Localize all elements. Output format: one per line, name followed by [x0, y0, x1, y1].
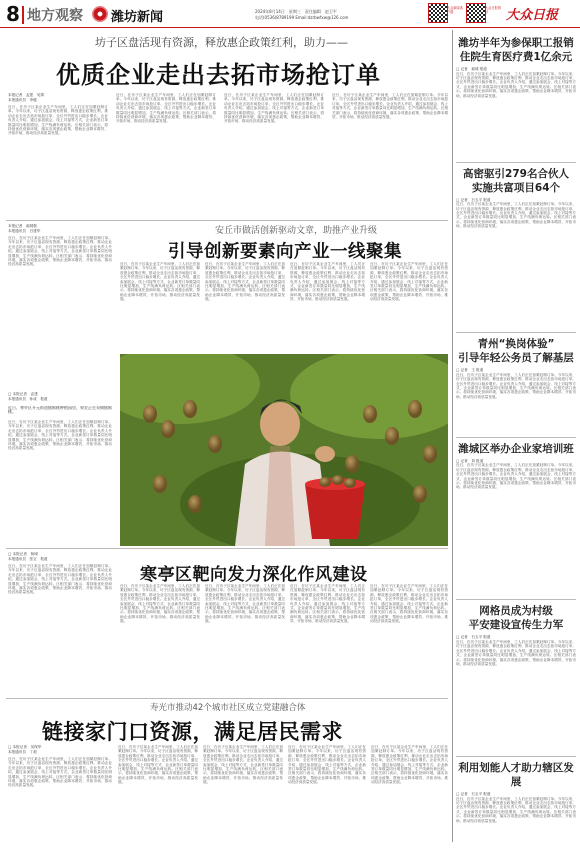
sidebar-title: 潍坊半年为参保职工报销: [458, 37, 574, 49]
story4-col-3: 近日，在坊子区某企业生产车间里，工人们正在加紧赶制订单。今年以来，坊子区盘活现有资源，释放惠企政策红利，推动企业走出去拓市场抢订单，全区外贸进出口稳步增长。企业负责人介绍，通过参加展会、线上对接等方式，企业新签订单数量同比明显增加，生产线满负荷运转。区相关部门表示，将持续优化营商环境，落实各项惠企政策，帮助企业降本增效、开拓市场，推动经济高质量发展。: [203, 745, 283, 785]
story3-headline: 寒亭区靶向发力深化作风建设: [140, 565, 368, 585]
story3-col-2: 近日，在坊子区某企业生产车间里，工人们正在加紧赶制订单。今年以来，坊子区盘活现有资源，释放惠企政策红利，推动企业走出去拓市场抢订单，全区外贸进出口稳步增长。企业负责人介绍，通过参加展会、线上对接等方式，企业新签订单数量同比明显增加，生产线满负荷运转。区相关部门表示，将持续优化营商环境，落实各项惠企政策，帮助企业降本增效、开拓市场，推动经济高质量发展。: [205, 584, 285, 624]
section-sub: 潍坊新闻: [111, 10, 164, 25]
qr1-label: 大众新闻客户端: [447, 6, 463, 14]
sidebar-body: 近日，在坊子区某企业生产车间里，工人们正在加紧赶制订单。今年以来，坊子区盘活现有资源，释放惠企政策红利，推动企业走出去拓市场抢订单，全区外贸进出口稳步增长。企业负责人介绍，通过参加展会、线上对接等方式，企业新签订单数量同比明显增加，生产线满负荷运转。区相关部门表示，将持续优化营商环境，落实各项惠企政策，帮助企业降本增效、开拓市场，推动经济高质量发展。: [456, 372, 576, 399]
brand-logo: 大众日报: [506, 8, 559, 23]
sidebar-title: 引导年轻公务员了解基层: [458, 352, 574, 365]
sidebar-body: 近日，在坊子区某企业生产车间里，工人们正在加紧赶制订单。今年以来，坊子区盘活现有资源，释放惠企政策红利，推动企业走出去拓市场抢订单，全区外贸进出口稳步增长。企业负责人介绍，通过参加展会、线上对接等方式，企业新签订单数量同比明显增加，生产线满负荷运转。区相关部门表示，将持续优化营商环境，落实各项惠企政策，帮助企业降本增效、开拓市场，推动经济高质量发展。: [456, 202, 576, 229]
kiwi-orchard-image: [120, 354, 448, 546]
byline: □ 本报记者 杨城: [8, 552, 38, 556]
masthead-meta-1: 2024年8月14日 星期三 责任编辑 赵卫平: [255, 9, 337, 14]
left-body-2: 近日，在坊子区某企业生产车间里，工人们正在加紧赶制订单。今年以来，坊子区盘活现有资源，释放惠企政策红利，推动企业走出去拓市场抢订单，全区外贸进出口稳步增长。企业负责人介绍，通过参加展会、线上对接等方式，企业新签订单数量同比明显增加，生产线满负荷运转。区相关部门表示，将持续优化营商环境，落实各项惠企政策，帮助企业降本增效、开拓市场，推动经济高质量发展。: [8, 420, 112, 451]
story2-col-2: 近日，在坊子区某企业生产车间里，工人们正在加紧赶制订单。今年以来，坊子区盘活现有资源，释放惠企政策红利，推动企业走出去拓市场抢订单，全区外贸进出口稳步增长。企业负责人介绍，通过参加展会、线上对接等方式，企业新签订单数量同比明显增加，生产线满负荷运转。区相关部门表示，将持续优化营商环境，落实各项惠企政策，帮助企业降本增效、开拓市场，推动经济高质量发展。: [205, 262, 285, 302]
byline: □ 记者 王 报道: [456, 368, 484, 373]
byline: 本报通讯员 丁莉: [8, 749, 37, 754]
byline: □ 记者 郝城 报道: [456, 67, 487, 71]
lead-kicker: 坊子区盘活现有资源，释放惠企政策红利，助力——: [95, 36, 348, 49]
story4-kicker: 寿光市推动42个城市社区成立党建融合体: [150, 703, 306, 713]
story4-col-4: 近日，在坊子区某企业生产车间里，工人们正在加紧赶制订单。今年以来，坊子区盘活现有资源，释放惠企政策红利，推动企业走出去拓市场抢订单，全区外贸进出口稳步增长。企业负责人介绍，通过参加展会、线上对接等方式，企业新签订单数量同比明显增加，生产线满负荷运转。区相关部门表示，将持续优化营商环境，落实各项惠企政策，帮助企业降本增效、开拓市场，推动经济高质量发展。: [288, 745, 366, 785]
story3-col-4: 近日，在坊子区某企业生产车间里，工人们正在加紧赶制订单。今年以来，坊子区盘活现有资源，释放惠企政策红利，推动企业走出去拓市场抢订单，全区外贸进出口稳步增长。企业负责人介绍，通过参加展会、线上对接等方式，企业新签订单数量同比明显增加，生产线满负荷运转。区相关部门表示，将持续优化营商环境，落实各项惠企政策，帮助企业降本增效、开拓市场，推动经济高质量发展。: [370, 584, 448, 624]
byline: 本报通讯员 李健: [8, 97, 37, 102]
sidebar-title: 青州“换岗体验”: [477, 338, 555, 351]
byline: □ 本报记者 吴保华: [8, 745, 42, 749]
left-body: 近日，在坊子区某企业生产车间里，工人们正在加紧赶制订单。今年以来，坊子区盘活现有资源，释放惠企政策红利，推动企业走出去拓市场抢订单，全区外贸进出口稳步增长。企业负责人介绍，通过参加展会、线上对接等方式，企业新签订单数量同比明显增加，生产线满负荷运转。区相关部门表示，将持续优化营商环境，落实各项惠企政策，帮助企业降本增效、开拓市场，推动经济高质量发展。: [8, 236, 112, 267]
story3-col-1: 近日，在坊子区某企业生产车间里，工人们正在加紧赶制订单。今年以来，坊子区盘活现有资源，释放惠企政策红利，推动企业走出去拓市场抢订单，全区外贸进出口稳步增长。企业负责人介绍，通过参加展会、线上对接等方式，企业新签订单数量同比明显增加，生产线满负荷运转。区相关部门表示，将持续优化营商环境，落实各项惠企政策，帮助企业降本增效、开拓市场，推动经济高质量发展。: [120, 584, 200, 624]
byline: □ 记者 石玉平 报道: [456, 197, 491, 202]
divider: [456, 162, 576, 163]
divider: [6, 220, 448, 221]
lead-byline-block: [8, 93, 68, 102]
byline: 本报记者 孟建 吴婧: [8, 93, 44, 97]
story2-col-1: 近日，在坊子区某企业生产车间里，工人们正在加紧赶制订单。今年以来，坊子区盘活现有资源，释放惠企政策红利，推动企业走出去拓市场抢订单，全区外贸进出口稳步增长。企业负责人介绍，通过参加展会、线上对接等方式，企业新签订单数量同比明显增加，生产线满负荷运转。区相关部门表示，将持续优化营商环境，落实各项惠企政策，帮助企业降本增效、开拓市场，推动经济高质量发展。: [120, 262, 200, 302]
lead-body-col-2: 近日，在坊子区某企业生产车间里，工人们正在加紧赶制订单。今年以来，坊子区盘活现有资源，释放惠企政策红利，推动企业走出去拓市场抢订单，全区外贸进出口稳步增长。企业负责人介绍，通过参加展会、线上对接等方式，企业新签订单数量同比明显增加，生产线满负荷运转。区相关部门表示，将持续优化营商环境，落实各项惠企政策，帮助企业降本增效、开拓市场，推动经济高质量发展。: [116, 93, 216, 124]
divider: [6, 548, 448, 549]
sidebar-title: 实施共富项目64个: [471, 181, 561, 194]
byline: 本报记者 郝城强: [8, 224, 37, 228]
masthead-meta-2: 电话(0536)8789199 Email:dzrbwfxw@126.com: [255, 15, 349, 20]
story2-kicker: 安丘市做活创新驱动文章，助推产业升级: [215, 226, 378, 236]
story3-col-0: 近日，在坊子区某企业生产车间里，工人们正在加紧赶制订单。今年以来，坊子区盘活现有资源，释放惠企政策红利，推动企业走出去拓市场抢订单，全区外贸进出口稳步增长。企业负责人介绍，通过参加展会、线上对接等方式，企业新签订单数量同比明显增加，生产线满负荷运转。区相关部门表示，将持续优化营商环境，落实各项惠企政策，帮助企业降本增效、开拓市场，推动经济高质量发展。: [8, 564, 112, 595]
flower-logo-icon: [92, 6, 108, 22]
story4-col-2: 近日，在坊子区某企业生产车间里，工人们正在加紧赶制订单。今年以来，坊子区盘活现有资源，释放惠企政策红利，推动企业走出去拓市场抢订单，全区外贸进出口稳步增长。企业负责人介绍，通过参加展会、线上对接等方式，企业新签订单数量同比明显增加，生产线满负荷运转。区相关部门表示，将持续优化营商环境，落实各项惠企政策，帮助企业降本增效、开拓市场，推动经济高质量发展。: [118, 745, 198, 785]
lead-body-col-3: 近日，在坊子区某企业生产车间里，工人们正在加紧赶制订单。今年以来，坊子区盘活现有资源，释放惠企政策红利，推动企业走出去拓市场抢订单，全区外贸进出口稳步增长。企业负责人介绍，通过参加展会、线上对接等方式，企业新签订单数量同比明显增加，生产线满负荷运转。区相关部门表示，将持续优化营商环境，落实各项惠企政策，帮助企业降本增效、开拓市场，推动经济高质量发展。: [224, 93, 324, 124]
qr-code-icon[interactable]: [466, 3, 486, 23]
byline: 本报通讯员 张宝 报道: [8, 556, 48, 561]
divider: [456, 756, 576, 757]
byline: □ 记者 石玉平 报道: [456, 791, 491, 796]
sidebar-title: 利用划能人才助力辖区发展: [458, 761, 574, 788]
story4-byline-block: [8, 745, 112, 754]
story2-col-4: 近日，在坊子区某企业生产车间里，工人们正在加紧赶制订单。今年以来，坊子区盘活现有资源，释放惠企政策红利，推动企业走出去拓市场抢订单，全区外贸进出口稳步增长。企业负责人介绍，通过参加展会、线上对接等方式，企业新签订单数量同比明显增加，生产线满负荷运转。区相关部门表示，将持续优化营商环境，落实各项惠企政策，帮助企业降本增效、开拓市场，推动经济高质量发展。: [370, 262, 448, 302]
byline: 本报通讯员 吕建华: [8, 228, 41, 233]
left-byline-block: [8, 224, 108, 233]
byline: □ 记者 刘 报道: [456, 458, 484, 463]
byline: 本报通讯员 孙成 报道: [8, 396, 48, 401]
photo-byline-block: [8, 392, 112, 401]
story3-byline-block: [8, 552, 112, 561]
story2-headline: 引导创新要素向产业一线聚集: [168, 242, 402, 262]
sidebar-title: 平安建设宣传生力军: [468, 619, 564, 632]
masthead-rule: [0, 27, 580, 28]
lead-body-col-4: 近日，在坊子区某企业生产车间里，工人们正在加紧赶制订单。今年以来，坊子区盘活现有资源，释放惠企政策红利，推动企业走出去拓市场抢订单，全区外贸进出口稳步增长。企业负责人介绍，通过参加展会、线上对接等方式，企业新签订单数量同比明显增加，生产线满负荷运转。区相关部门表示，将持续优化营商环境，落实各项惠企政策，帮助企业降本增效、开拓市场，推动经济高质量发展。: [332, 93, 448, 120]
story4-col-5: 近日，在坊子区某企业生产车间里，工人们正在加紧赶制订单。今年以来，坊子区盘活现有资源，释放惠企政策红利，推动企业走出去拓市场抢订单，全区外贸进出口稳步增长。企业负责人介绍，通过参加展会、线上对接等方式，企业新签订单数量同比明显增加，生产线满负荷运转。区相关部门表示，将持续优化营商环境，落实各项惠企政策，帮助企业降本增效、开拓市场，推动经济高质量发展。: [371, 745, 448, 785]
sidebar-body: 近日，在坊子区某企业生产车间里，工人们正在加紧赶制订单。今年以来，坊子区盘活现有资源，释放惠企政策红利，推动企业走出去拓市场抢订单，全区外贸进出口稳步增长。企业负责人介绍，通过参加展会、线上对接等方式，企业新签订单数量同比明显增加，生产线满负荷运转。区相关部门表示，将持续优化营商环境，落实各项惠企政策，帮助企业降本增效、开拓市场，推动经济高质量发展。: [456, 796, 576, 823]
qr-code-icon[interactable]: [428, 3, 448, 23]
sidebar-body: 近日，在坊子区某企业生产车间里，工人们正在加紧赶制订单。今年以来，坊子区盘活现有资源，释放惠企政策红利，推动企业走出去拓市场抢订单，全区外贸进出口稳步增长。企业负责人介绍，通过参加展会、线上对接等方式，企业新签订单数量同比明显增加，生产线满负荷运转。区相关部门表示，将持续优化营商环境，落实各项惠企政策，帮助企业降本增效、开拓市场，推动经济高质量发展。: [456, 639, 576, 666]
masthead: [0, 0, 580, 28]
news-photo: [120, 354, 448, 546]
section-name: 地方观察: [27, 8, 83, 24]
qr2-label: 大众日报微信: [485, 6, 501, 14]
byline: □ 记者 石玉平 报道: [456, 635, 491, 640]
sidebar-title: 高密驱引279名合伙人: [463, 167, 569, 180]
sidebar-title: 网格员成为村级: [479, 605, 553, 618]
page-number: 8: [6, 2, 20, 26]
divider: [456, 437, 576, 438]
sidebar: [456, 30, 576, 844]
sidebar-body: 近日，在坊子区某企业生产车间里，工人们正在加紧赶制订单。今年以来，坊子区盘活现有资源，释放惠企政策红利，推动企业走出去拓市场抢订单，全区外贸进出口稳步增长。企业负责人介绍，通过参加展会、线上对接等方式，企业新签订单数量同比明显增加，生产线满负荷运转。区相关部门表示，将持续优化营商环境，落实各项惠企政策，帮助企业降本增效、开拓市场，推动经济高质量发展。: [456, 463, 576, 490]
photo-caption: 近日，寒亭区开元街道猕猴桃种植园里，果农正在采摘猕猴桃。: [8, 406, 112, 415]
story4-col-1: 近日，在坊子区某企业生产车间里，工人们正在加紧赶制订单。今年以来，坊子区盘活现有资源，释放惠企政策红利，推动企业走出去拓市场抢订单，全区外贸进出口稳步增长。企业负责人介绍，通过参加展会、线上对接等方式，企业新签订单数量同比明显增加，生产线满负荷运转。区相关部门表示，将持续优化营商环境，落实各项惠企政策，帮助企业降本增效、开拓市场，推动经济高质量发展。: [8, 757, 112, 788]
sidebar-body: 近日，在坊子区某企业生产车间里，工人们正在加紧赶制订单。今年以来，坊子区盘活现有资源，释放惠企政策红利，推动企业走出去拓市场抢订单，全区外贸进出口稳步增长。企业负责人介绍，通过参加展会、线上对接等方式，企业新签订单数量同比明显增加，生产线满负荷运转。区相关部门表示，将持续优化营商环境，落实各项惠企政策，帮助企业降本增效、开拓市场，推动经济高质量发展。: [456, 71, 576, 98]
byline: □ 本报记者 孟建: [8, 392, 38, 396]
sidebar-title: 住院生育医疗费1亿余元: [459, 51, 573, 63]
story2-col-3: 近日，在坊子区某企业生产车间里，工人们正在加紧赶制订单。今年以来，坊子区盘活现有资源，释放惠企政策红利，推动企业走出去拓市场抢订单，全区外贸进出口稳步增长。企业负责人介绍，通过参加展会、线上对接等方式，企业新签订单数量同比明显增加，生产线满负荷运转。区相关部门表示，将持续优化营商环境，落实各项惠企政策，帮助企业降本增效、开拓市场，推动经济高质量发展。: [290, 262, 365, 302]
sidebar-title: 潍城区举办企业家培训班: [458, 442, 574, 455]
lead-headline: 优质企业走出去拓市场抢订单: [56, 61, 381, 89]
lead-body-col-1: 近日，在坊子区某企业生产车间里，工人们正在加紧赶制订单。今年以来，坊子区盘活现有资源，释放惠企政策红利，推动企业走出去拓市场抢订单，全区外贸进出口稳步增长。企业负责人介绍，通过参加展会、线上对接等方式，企业新签订单数量同比明显增加，生产线满负荷运转。区相关部门表示，将持续优化营商环境，落实各项惠企政策，帮助企业降本增效、开拓市场，推动经济高质量发展。: [8, 105, 108, 136]
divider: [6, 698, 448, 699]
divider: [456, 599, 576, 600]
divider: [456, 332, 576, 333]
section-divider: [22, 6, 24, 24]
story4-headline: 链接家门口资源，满足居民需求: [42, 720, 343, 744]
story3-col-3: 近日，在坊子区某企业生产车间里，工人们正在加紧赶制订单。今年以来，坊子区盘活现有资源，释放惠企政策红利，推动企业走出去拓市场抢订单，全区外贸进出口稳步增长。企业负责人介绍，通过参加展会、线上对接等方式，企业新签订单数量同比明显增加，生产线满负荷运转。区相关部门表示，将持续优化营商环境，落实各项惠企政策，帮助企业降本增效、开拓市场，推动经济高质量发展。: [290, 584, 365, 624]
sidebar-divider: [452, 30, 453, 842]
